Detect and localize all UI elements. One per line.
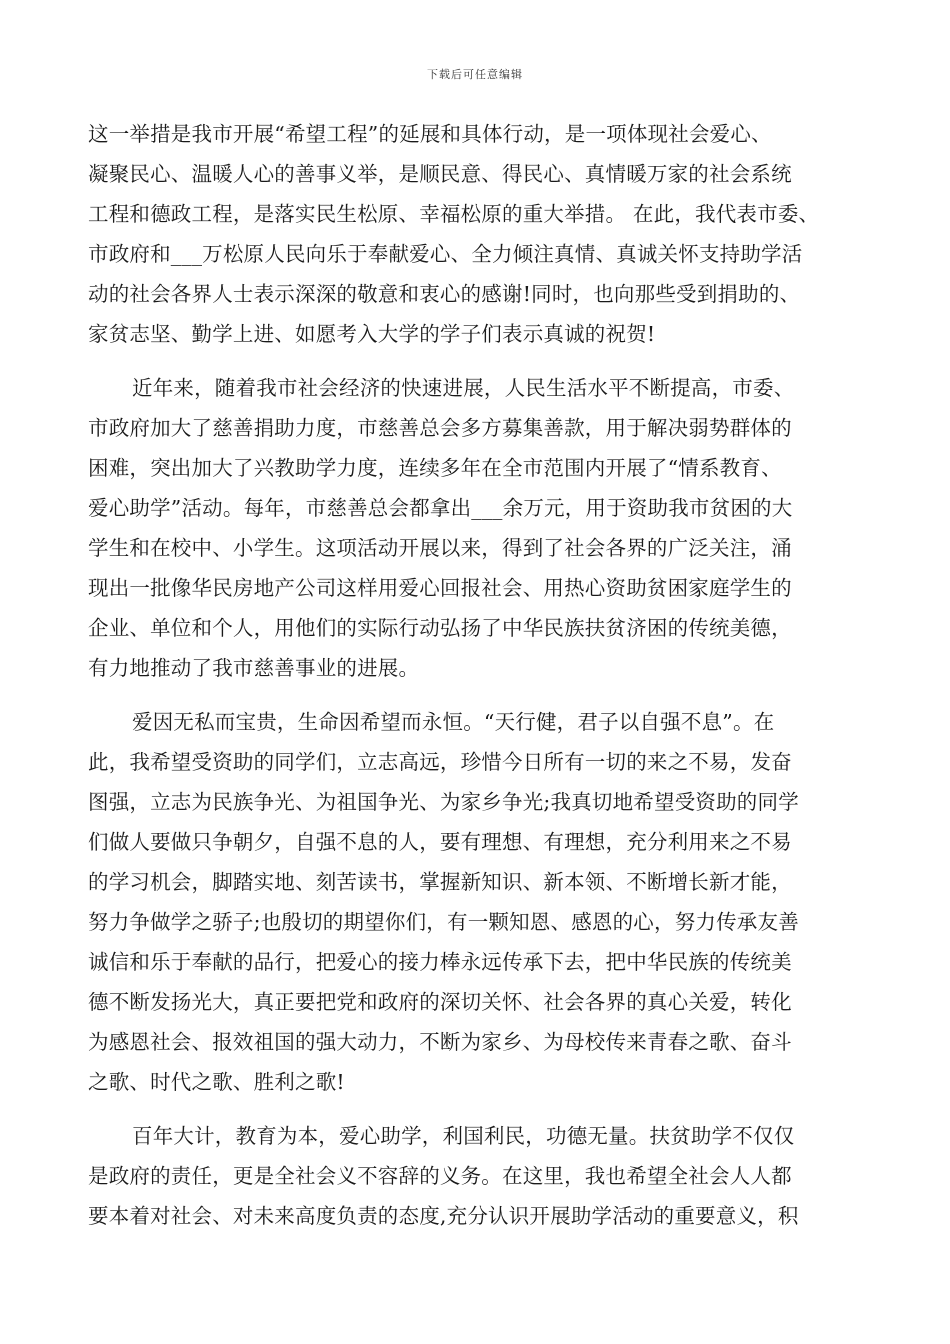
text-line: 家贫志坚、勤学上进、如愿考入大学的学子们表示真诚的祝贺! — [88, 322, 656, 346]
paragraph-2 — [88, 368, 878, 688]
text-line: 的学习机会，脚踏实地、刻苦读书，掌握新知识、新本领、不断增长新才能， — [88, 870, 792, 894]
paragraph-gap — [88, 354, 878, 368]
text-line: 市政府和___万松原人民向乐于奉献爱心、全力倾注真情、真诚关怀支持助学活 — [88, 242, 803, 266]
text-line: 工程和德政工程，是落实民生松原、幸福松原的重大举措。 在此，我代表市委、 — [88, 202, 820, 226]
text-line: 企业、单位和个人，用他们的实际行动弘扬了中华民族扶贫济困的传统美德， — [88, 616, 792, 640]
text-line: 动的社会各界人士表示深深的敬意和衷心的感谢!同时，也向那些受到捐助的、 — [88, 282, 801, 306]
text-line: 此，我希望受资助的同学们，立志高远，珍惜今日所有一切的来之不易，发奋 — [88, 750, 792, 774]
header-note: 下载后可任意编辑 — [427, 68, 523, 81]
text-line: 凝聚民心、温暖人心的善事义举，是顺民意、得民心、真情暖万家的社会系统 — [88, 162, 792, 186]
text-line: 学生和在校中、小学生。这项活动开展以来，得到了社会各界的广泛关注，涌 — [88, 536, 792, 560]
text-line: 为感恩社会、报效祖国的强大动力，不断为家乡、为母校传来青春之歌、奋斗 — [88, 1030, 792, 1054]
paragraph-3 — [88, 702, 878, 1102]
text-line: 困难，突出加大了兴教助学力度，连续多年在全市范围内开展了“情系教育、 — [88, 456, 782, 480]
text-line: 近年来，随着我市社会经济的快速进展，人民生活水平不断提高，市委、 — [132, 376, 795, 400]
text-line: 是政府的责任，更是全社会义不容辞的义务。在这里，我也希望全社会人人都 — [88, 1164, 792, 1188]
text-line: 诚信和乐于奉献的品行，把爱心的接力棒永远传承下去，把中华民族的传统美 — [88, 950, 792, 974]
document-body — [88, 114, 878, 1236]
text-line: 们做人要做只争朝夕，自强不息的人，要有理想、有理想，充分利用来之不易 — [88, 830, 792, 854]
paragraph-gap — [88, 1102, 878, 1116]
text-line: 现出一批像华民房地产公司这样用爱心回报社会、用热心资助贫困家庭学生的 — [88, 576, 792, 600]
text-line: 爱心助学”活动。每年，市慈善总会都拿出___余万元，用于资助我市贫困的大 — [88, 496, 793, 520]
paragraph-1 — [88, 114, 878, 354]
text-line: 爱因无私而宝贵，生命因希望而永恒。“天行健，君子以自强不息”。在 — [132, 710, 775, 734]
paragraph-4 — [88, 1116, 878, 1236]
text-line: 有力地推动了我市慈善事业的进展。 — [88, 656, 420, 680]
text-line: 图强，立志为民族争光、为祖国争光、为家乡争光;我真切地希望受资助的同学 — [88, 790, 799, 814]
text-line: 百年大计，教育为本，爱心助学，利国利民，功德无量。扶贫助学不仅仅 — [132, 1124, 795, 1148]
paragraph-gap — [88, 688, 878, 702]
text-line: 这一举措是我市开展“希望工程”的延展和具体行动，是一项体现社会爱心、 — [88, 122, 772, 146]
text-line: 努力争做学之骄子;也殷切的期望你们，有一颗知恩、感恩的心，努力传承友善 — [88, 910, 799, 934]
text-line: 之歌、时代之歌、胜利之歌! — [88, 1070, 345, 1094]
text-line: 要本着对社会、对未来高度负责的态度,充分认识开展助学活动的重要意义，积 — [88, 1204, 799, 1228]
text-line: 德不断发扬光大，真正要把党和政府的深切关怀、社会各界的真心关爱，转化 — [88, 990, 792, 1014]
text-line: 市政府加大了慈善捐助力度，市慈善总会多方募集善款，用于解决弱势群体的 — [88, 416, 792, 440]
